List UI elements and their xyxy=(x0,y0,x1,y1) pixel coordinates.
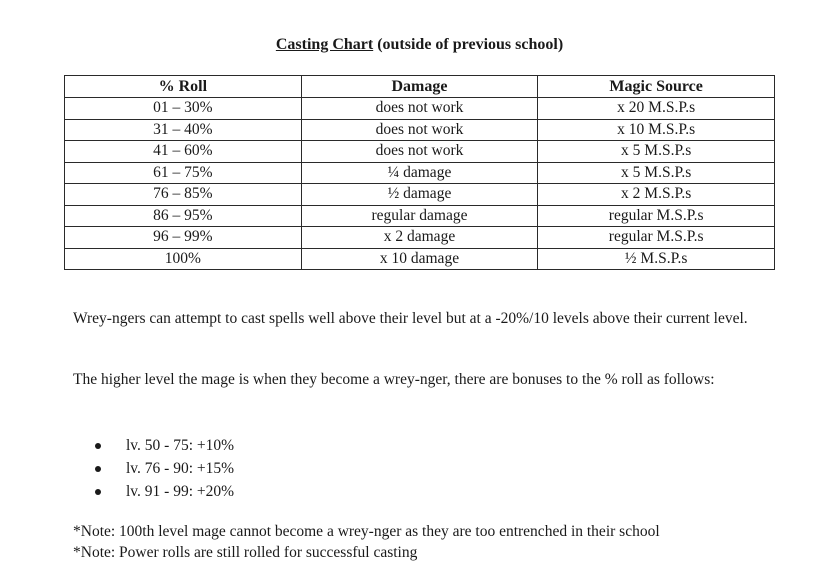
cell-roll: 100% xyxy=(65,248,302,270)
list-item xyxy=(73,457,234,480)
cell-magic-source: ½ M.S.P.s xyxy=(538,248,775,270)
cell-damage: ¼ damage xyxy=(301,162,538,184)
list-item xyxy=(73,434,234,457)
table-row xyxy=(65,205,775,227)
table-row xyxy=(65,119,775,141)
bonus-text: lv. 91 - 99: +20% xyxy=(126,483,235,500)
bullet-icon xyxy=(95,489,101,495)
cell-roll: 41 – 60% xyxy=(65,141,302,163)
cell-magic-source: x 20 M.S.P.s xyxy=(538,98,775,120)
table-row xyxy=(65,248,775,270)
cell-damage: does not work xyxy=(301,141,538,163)
casting-chart-table xyxy=(64,75,775,270)
header-damage: Damage xyxy=(301,76,538,98)
bullet-icon xyxy=(95,466,101,472)
cell-roll: 31 – 40% xyxy=(65,119,302,141)
list-item xyxy=(73,480,234,503)
cell-magic-source: x 10 M.S.P.s xyxy=(538,119,775,141)
chart-title-underlined: Casting Chart xyxy=(275,36,374,53)
cell-roll: 96 – 99% xyxy=(65,227,302,249)
header-magic-source: Magic Source xyxy=(538,76,775,98)
level-bonus-paragraph: The higher level the mage is when they become a wrey-nger, there are bonuses to the % roll as follows: xyxy=(73,371,715,388)
cell-damage: x 10 damage xyxy=(301,248,538,270)
table-header-row xyxy=(65,76,775,98)
table-row xyxy=(65,98,775,120)
cell-magic-source: regular M.S.P.s xyxy=(538,227,775,249)
cell-magic-source: x 2 M.S.P.s xyxy=(538,184,775,206)
cell-roll: 61 – 75% xyxy=(65,162,302,184)
cell-damage: does not work xyxy=(301,119,538,141)
cell-magic-source: regular M.S.P.s xyxy=(538,205,775,227)
cell-damage: regular damage xyxy=(301,205,538,227)
cell-magic-source: x 5 M.S.P.s xyxy=(538,141,775,163)
cast-above-level-paragraph: Wrey-ngers can attempt to cast spells well above their level but at a -20%/10 levels above their current level. xyxy=(73,310,748,327)
cell-damage: x 2 damage xyxy=(301,227,538,249)
header-roll: % Roll xyxy=(65,76,302,98)
cell-magic-source: x 5 M.S.P.s xyxy=(538,162,775,184)
note-100th-level: *Note: 100th level mage cannot become a wrey-nger as they are too entrenched in their school xyxy=(73,523,660,540)
table-row xyxy=(65,184,775,206)
chart-title-rest: (outside of previous school) xyxy=(373,36,564,53)
cell-damage: ½ damage xyxy=(301,184,538,206)
cell-roll: 76 – 85% xyxy=(65,184,302,206)
cell-roll: 01 – 30% xyxy=(65,98,302,120)
chart-title xyxy=(0,36,839,54)
table-row xyxy=(65,227,775,249)
table-row xyxy=(65,141,775,163)
cell-roll: 86 – 95% xyxy=(65,205,302,227)
note-power-rolls: *Note: Power rolls are still rolled for successful casting xyxy=(73,544,418,561)
bullet-icon xyxy=(95,443,101,449)
cell-damage: does not work xyxy=(301,98,538,120)
bonus-list xyxy=(73,434,234,503)
bonus-text: lv. 76 - 90: +15% xyxy=(126,460,235,477)
table-row xyxy=(65,162,775,184)
bonus-text: lv. 50 - 75: +10% xyxy=(126,437,235,454)
